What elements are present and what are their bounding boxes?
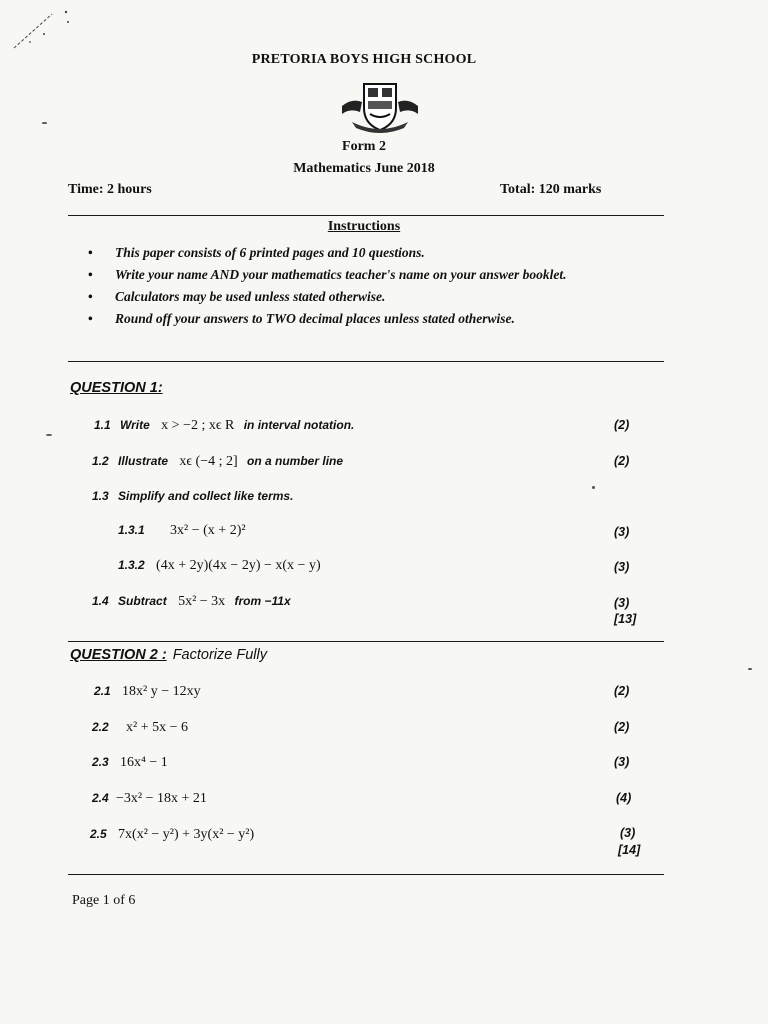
question-1-3-1: 1.3.1 3x² − (x + 2)² (118, 523, 246, 538)
mark-1-2: (2) (614, 454, 630, 468)
time-label: Time: 2 hours (68, 182, 152, 197)
instructions-list (88, 242, 628, 330)
instructions-title: Instructions (327, 219, 401, 234)
mark-2-3: (3) (614, 755, 630, 769)
scan-mark-icon (8, 4, 78, 54)
form-label: Form 2 (342, 139, 386, 154)
question-2-3: 2.3 16x⁴ − 1 (92, 755, 168, 770)
subject-label: Mathematics June 2018 (293, 161, 435, 176)
scan-speck (748, 668, 752, 670)
divider (68, 361, 664, 362)
scan-speck (46, 434, 52, 436)
school-crest-icon (338, 78, 422, 134)
bullet-icon: • (88, 311, 93, 326)
scan-speck (42, 122, 47, 124)
question-2-4: 2.4 −3x² − 18x + 21 (92, 791, 207, 806)
page-number: Page 1 of 6 (72, 893, 136, 908)
question-2-1: 2.1 18x² y − 12xy (94, 684, 201, 699)
bullet-icon: • (88, 289, 93, 304)
question-2-2: 2.2 x² + 5x − 6 (92, 720, 189, 735)
mark-1-1: (2) (614, 418, 630, 432)
question-2-total: [14] (618, 843, 641, 857)
question-1-2: 1.2 Illustrate xϵ (−4 ; 2] on a number line (92, 454, 344, 469)
question-1-3-2: 1.3.2 (4x + 2y)(4x − 2y) − x(x − y) (118, 558, 321, 573)
instruction-item: • Round off your answers to TWO decimal places unless stated otherwise. (88, 308, 628, 330)
instruction-item: • Write your name AND your mathematics teacher's name on your answer booklet. (88, 264, 628, 286)
question-1-total: [13] (614, 612, 637, 626)
divider (68, 215, 664, 216)
divider (68, 874, 664, 875)
total-marks-label: Total: 120 marks (500, 182, 602, 197)
question-2-5: 2.5 7x(x² − y²) + 3y(x² − y²) (90, 827, 255, 842)
question-1-heading: QUESTION 1: (70, 380, 163, 396)
school-name: PRETORIA BOYS HIGH SCHOOL (251, 52, 477, 67)
question-2-heading: QUESTION 2 : Factorize Fully (70, 647, 267, 663)
question-1-3: 1.3 Simplify and collect like terms. (92, 489, 294, 503)
bullet-icon: • (88, 245, 93, 260)
mark-2-4: (4) (616, 791, 632, 805)
scan-speck (592, 486, 595, 489)
mark-1-4: (3) (614, 596, 630, 610)
instruction-item: • This paper consists of 6 printed pages and 10 questions. (88, 242, 628, 264)
mark-2-2: (2) (614, 720, 630, 734)
mark-2-1: (2) (614, 684, 630, 698)
question-1-1: 1.1 Write x > −2 ; xϵ R in interval notation. (94, 418, 355, 433)
divider (68, 641, 664, 642)
bullet-icon: • (88, 267, 93, 282)
mark-1-3-1: (3) (614, 525, 630, 539)
question-1-4: 1.4 Subtract 5x² − 3x from −11x (92, 594, 291, 609)
instruction-item: • Calculators may be used unless stated otherwise. (88, 286, 628, 308)
mark-2-5: (3) (620, 826, 636, 840)
mark-1-3-2: (3) (614, 560, 630, 574)
